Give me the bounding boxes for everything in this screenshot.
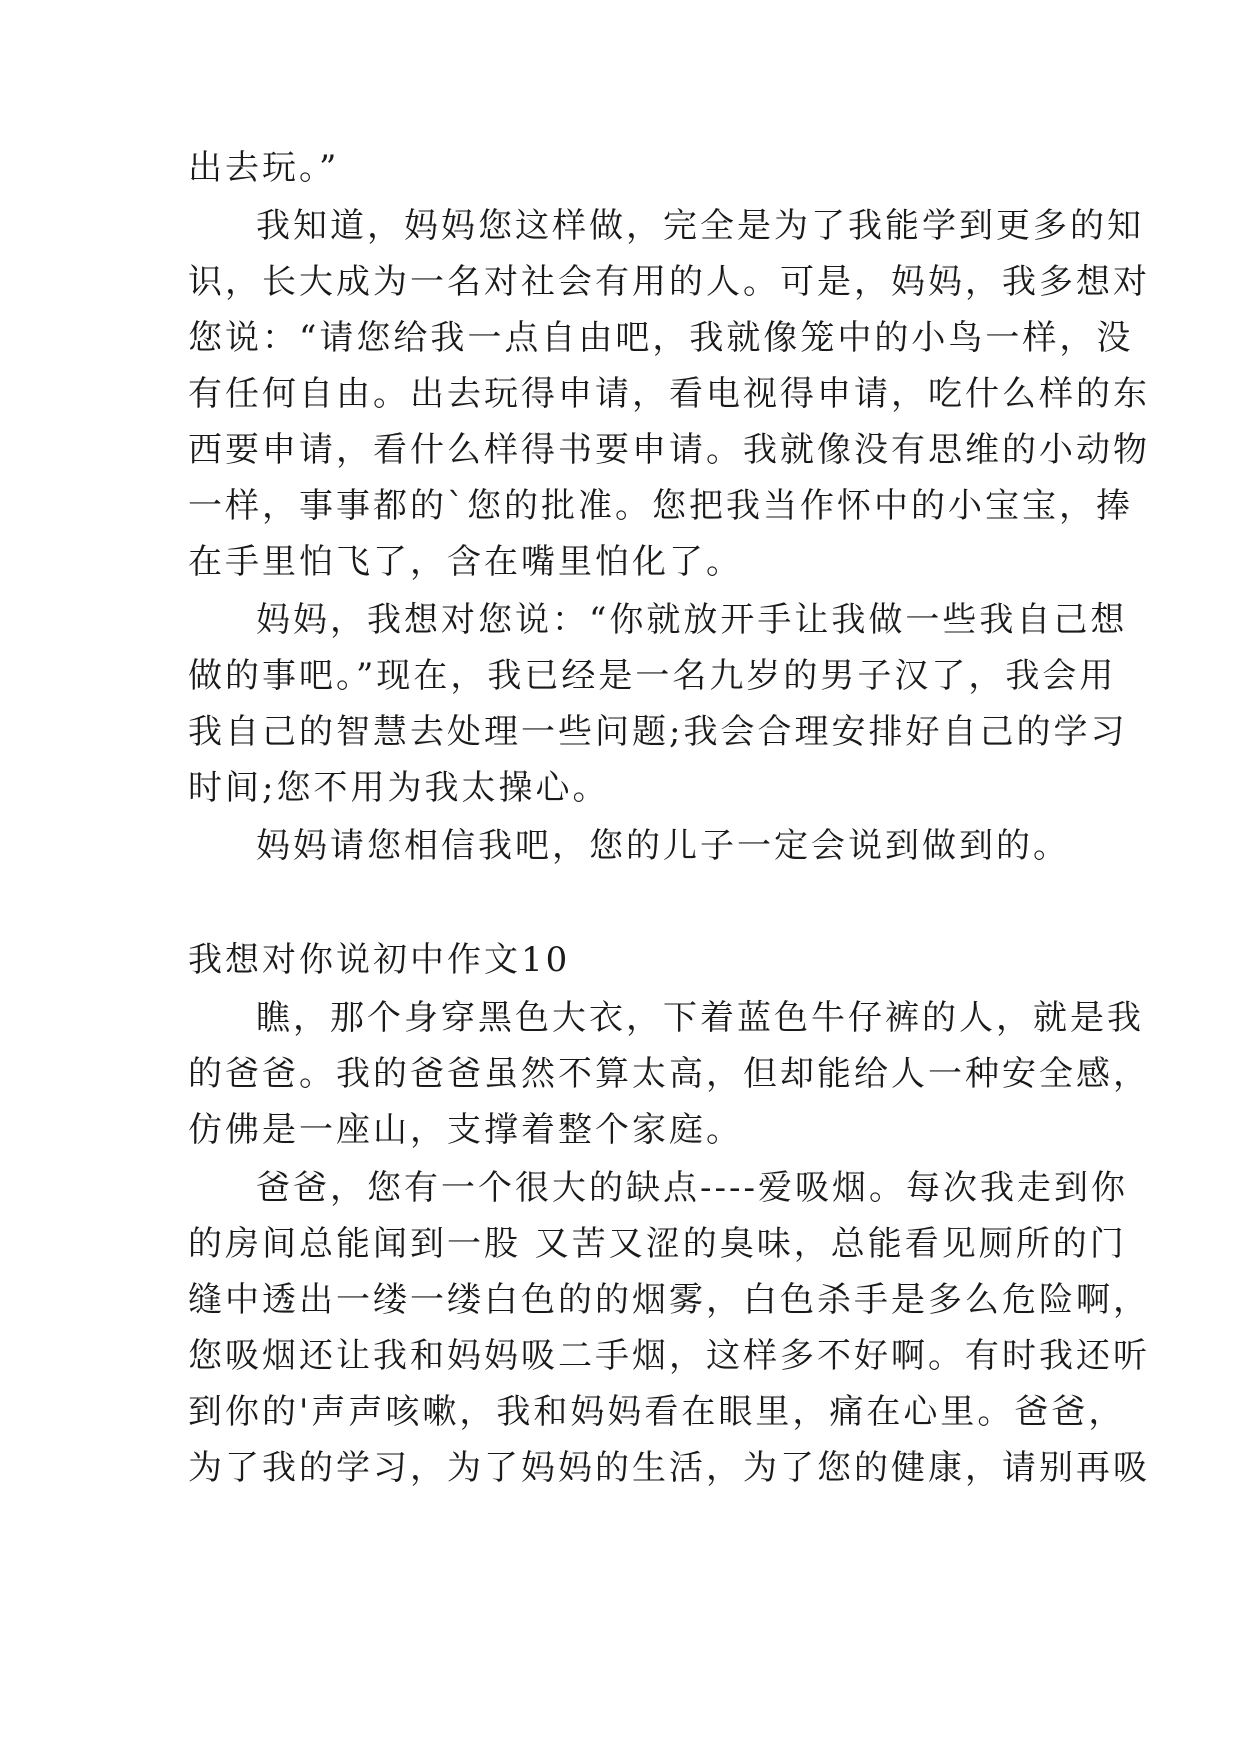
paragraph-start-line: 我知道，妈妈您这样做，完全是为了我能学到更多的知 (256, 206, 1144, 246)
text-line: 您说：“请您给我一点自由吧，我就像笼中的小鸟一样，没 (188, 318, 1134, 358)
text-line: 仿佛是一座山，支撑着整个家庭。 (188, 1110, 743, 1150)
text-line: 为了我的学习，为了妈妈的生活，为了您的健康，请别再吸 (188, 1448, 1150, 1488)
text-line: 出去玩。” (188, 148, 340, 188)
text-line: 时间;您不用为我太操心。 (188, 768, 610, 808)
paragraph-start-line: 妈妈请您相信我吧，您的儿子一定会说到做到的。 (256, 826, 1070, 866)
text-line: 缝中透出一缕一缕白色的的烟雾，白色杀手是多么危险啊， (188, 1280, 1150, 1320)
text-line: 在手里怕飞了，含在嘴里怕化了。 (188, 542, 743, 582)
text-line: 我自己的智慧去处理一些问题;我会合理安排好自己的学习 (188, 712, 1128, 752)
text-line: 您吸烟还让我和妈妈吸二手烟，这样多不好啊。有时我还听 (188, 1336, 1150, 1376)
text-line: 识，长大成为一名对社会有用的人。可是，妈妈，我多想对 (188, 262, 1150, 302)
text-line: 的爸爸。我的爸爸虽然不算太高，但却能给人一种安全感， (188, 1054, 1150, 1094)
paragraph-start-line: 瞧，那个身穿黑色大衣，下着蓝色牛仔裤的人，就是我 (256, 998, 1144, 1038)
text-line: 的房间总能闻到一股 又苦又涩的臭味，总能看见厕所的门 (188, 1224, 1127, 1264)
text-line: 到你的'声声咳嗽，我和妈妈看在眼里，痛在心里。爸爸， (188, 1392, 1126, 1432)
text-line: 做的事吧。”现在，我已经是一名九岁的男子汉了，我会用 (188, 656, 1117, 696)
paragraph-start-line: 妈妈，我想对您说：“你就放开手让我做一些我自己想 (256, 600, 1128, 640)
text-line: 西要申请，看什么样得书要申请。我就像没有思维的小动物 (188, 430, 1150, 470)
text-line: 一样，事事都的`您的批准。您把我当作怀中的小宝宝，捧 (188, 486, 1133, 526)
text-line: 有任何自由。出去玩得申请，看电视得申请，吃什么样的东 (188, 374, 1150, 414)
paragraph-start-line: 爸爸，您有一个很大的缺点----爱吸烟。每次我走到你 (256, 1168, 1128, 1208)
section-heading: 我想对你说初中作文10 (188, 940, 571, 980)
